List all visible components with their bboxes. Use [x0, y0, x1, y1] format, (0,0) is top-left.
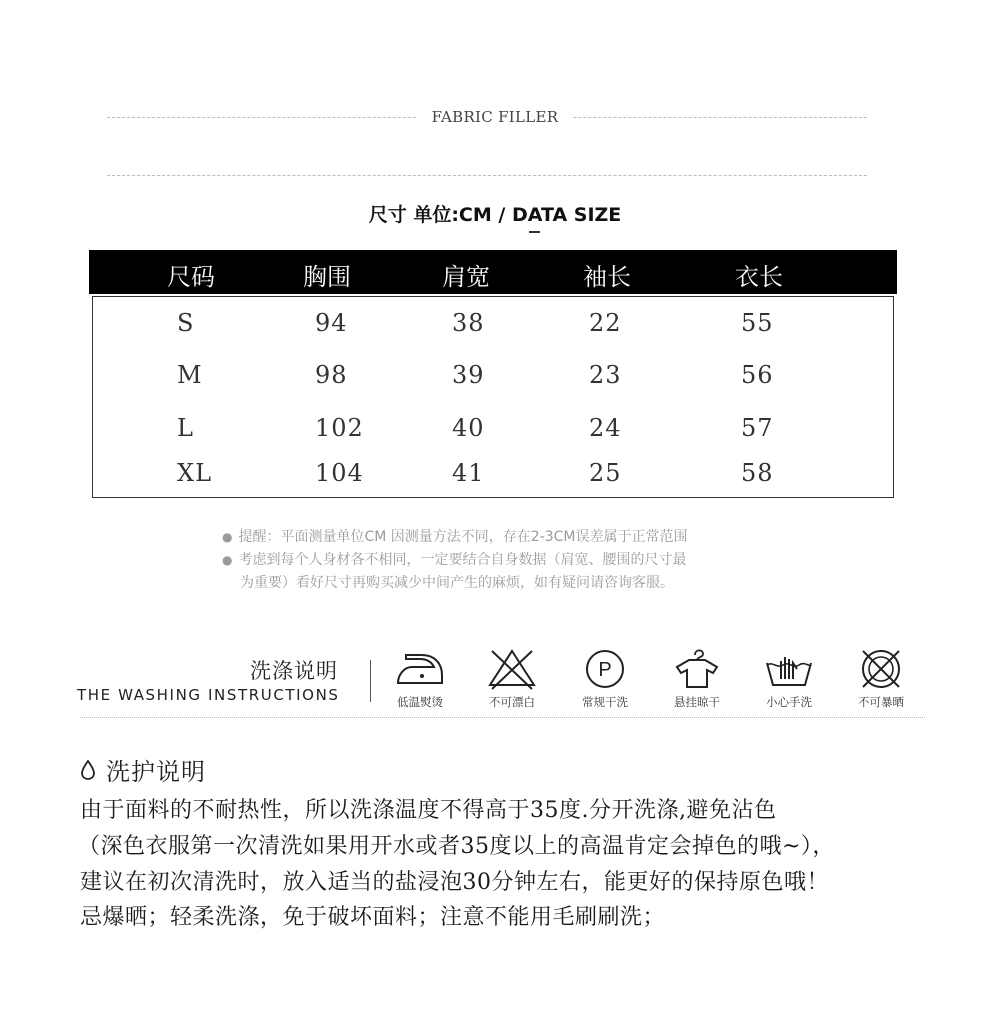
cell-length: 56 — [741, 361, 774, 389]
cell-sleeve: 25 — [589, 459, 622, 487]
wash-item-iron: 低温熨烫 — [380, 645, 460, 710]
cell-length: 58 — [741, 459, 774, 487]
cell-size: L — [177, 414, 194, 442]
low-temperature-iron-icon — [392, 645, 448, 691]
column-header-size: 尺码 — [167, 263, 215, 291]
care-text-line: 由于面料的不耐热性，所以洗涤温度不得高于35度.分开洗涤,避免沾色 — [80, 798, 777, 823]
column-header-chest: 胸围 — [303, 263, 351, 291]
care-text-line: （深色衣服第一次清洗如果用开水或者35度以上的高温肯定会掉色的哦~）， — [78, 834, 835, 859]
size-table-body — [92, 296, 894, 498]
svg-text:P: P — [598, 659, 612, 681]
care-text-line: 建议在初次清洗时，放入适当的盐浸泡30分钟左右，能更好的保持原色哦！ — [80, 870, 829, 895]
do-not-tumble-dry-icon — [853, 645, 909, 691]
dry-clean-p-icon — [577, 645, 633, 691]
title-underline — [529, 231, 540, 233]
cell-chest: 94 — [315, 309, 348, 337]
second-divider-line — [107, 175, 867, 176]
care-title: 洗护说明 — [80, 752, 206, 787]
cell-size: XL — [177, 459, 213, 487]
bullet-dot-icon: ● — [222, 553, 233, 567]
wash-item-sun: 不可暴晒 — [841, 645, 921, 710]
size-table-header — [89, 250, 897, 294]
bullet-dot-icon: ● — [222, 530, 233, 544]
cell-size: S — [177, 309, 195, 337]
do-not-bleach-icon — [484, 645, 540, 691]
cell-chest: 98 — [315, 361, 348, 389]
wash-item-hang: 悬挂晾干 — [657, 645, 737, 710]
cell-shoulder: 38 — [452, 309, 485, 337]
cell-chest: 102 — [315, 414, 364, 442]
fit-note-continued: 为重要）看好尺寸再购买减少中间产生的麻烦，如有疑问请咨询客服。 — [240, 575, 674, 591]
washing-separator — [370, 660, 371, 702]
washing-divider-line — [80, 717, 925, 718]
column-header-sleeve: 袖长 — [583, 263, 631, 291]
cell-shoulder: 41 — [452, 459, 485, 487]
cell-sleeve: 23 — [589, 361, 622, 389]
wash-item-bleach: 不可漂白 — [472, 645, 552, 710]
cell-length: 57 — [741, 414, 774, 442]
cell-chest: 104 — [315, 459, 364, 487]
size-chart-title: 尺寸 单位:CM / DATA SIZE — [368, 204, 622, 226]
cell-sleeve: 24 — [589, 414, 622, 442]
hand-wash-icon — [761, 645, 817, 691]
wash-item-handwash: 小心手洗 — [749, 645, 829, 710]
cell-sleeve: 22 — [589, 309, 622, 337]
washing-title-zh: 洗涤说明 — [250, 659, 338, 683]
hang-dry-icon — [669, 645, 725, 691]
care-text-line: 忌爆晒；轻柔洗涤，免于破坏面料；注意不能用毛刷刷洗； — [80, 905, 666, 930]
column-header-shoulder: 肩宽 — [442, 263, 490, 291]
wash-item-dryclean: P 常规干洗 — [565, 645, 645, 710]
washing-title-en: THE WASHING INSTRUCTIONS — [77, 686, 340, 704]
cell-length: 55 — [741, 309, 774, 337]
fit-note: ● 考虑到每个人身材各不相同，一定要结合自身数据（肩宽、腰围的尺寸最 — [222, 552, 687, 568]
measurement-note: ● 提醒：平面测量单位CM 因测量方法不同，存在2-3CM误差属于正常范围 — [222, 529, 688, 545]
cell-size: M — [177, 361, 203, 389]
column-header-length: 衣长 — [735, 263, 783, 291]
cell-shoulder: 40 — [452, 414, 485, 442]
water-drop-icon — [80, 759, 96, 787]
cell-shoulder: 39 — [452, 361, 485, 389]
fabric-filler-heading: FABRIC FILLER — [0, 108, 990, 126]
